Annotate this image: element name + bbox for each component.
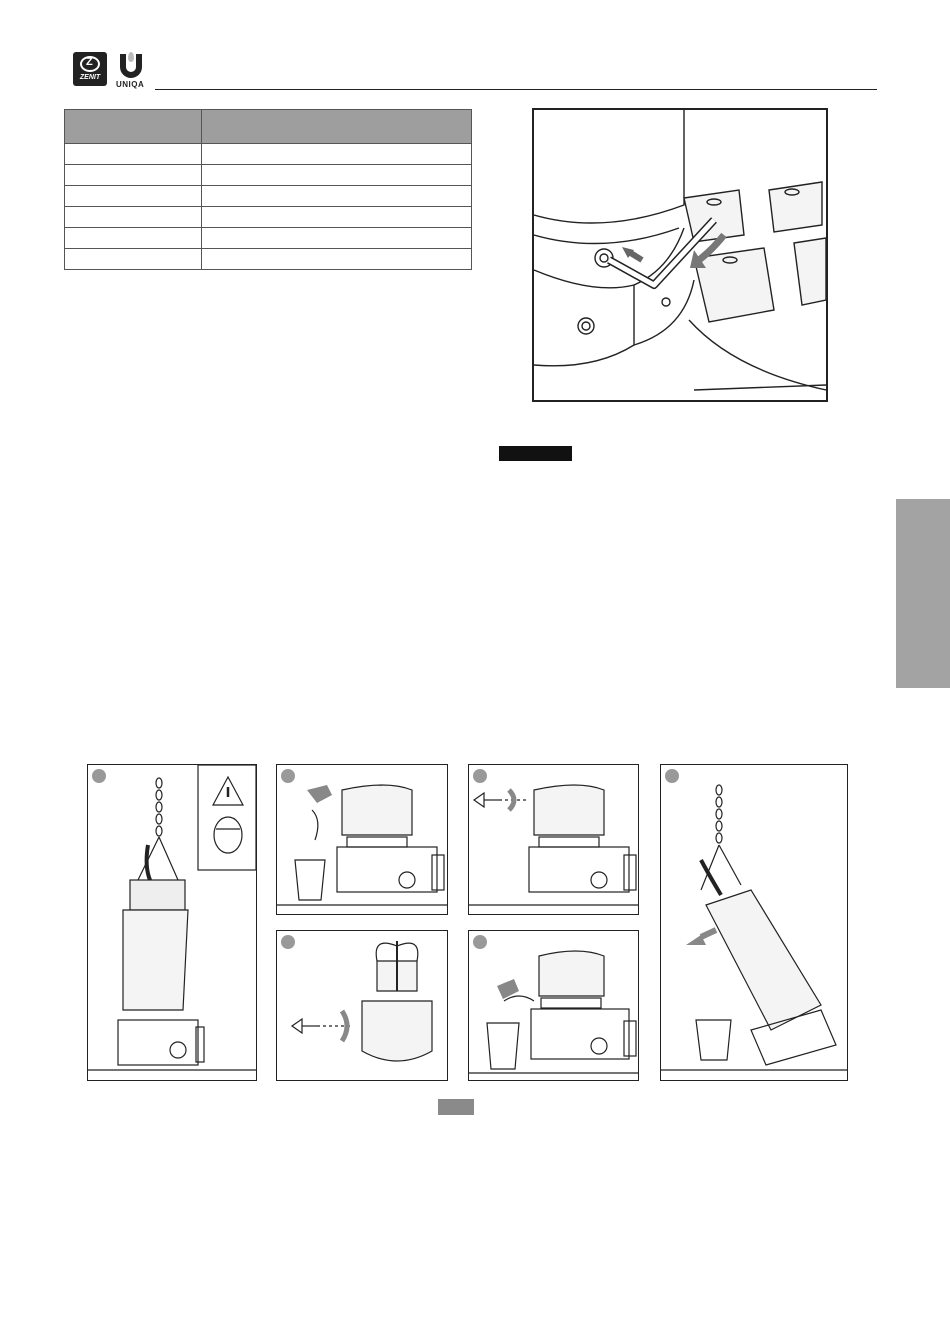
step-panel-6 <box>660 764 848 1081</box>
table-cell <box>65 207 202 228</box>
table-row <box>65 165 472 186</box>
table-row <box>65 186 472 207</box>
uniqa-logo-text: UNIQA <box>116 80 145 89</box>
table-header-cell <box>202 110 472 144</box>
hex-key-drawing-icon <box>534 110 826 400</box>
step-panel-2 <box>276 764 448 915</box>
table-row <box>65 228 472 249</box>
table-row <box>65 144 472 165</box>
table-cell <box>65 186 202 207</box>
table-cell <box>202 165 472 186</box>
zenit-logo <box>73 52 107 86</box>
table-cell <box>65 228 202 249</box>
refill-oil-icon <box>469 931 638 1080</box>
table-header-row <box>65 110 472 144</box>
table-row <box>65 207 472 228</box>
zenit-emblem-icon <box>80 56 100 72</box>
table-header-cell <box>65 110 202 144</box>
table-cell <box>65 165 202 186</box>
unscrew-plug-icon <box>277 931 447 1080</box>
hex-key-illustration <box>532 108 828 402</box>
table-row <box>65 249 472 270</box>
lift-pump-with-chain-icon <box>88 765 256 1080</box>
header-rule <box>155 89 877 90</box>
table-cell <box>202 186 472 207</box>
drain-oil-into-bucket-icon <box>277 765 447 914</box>
table-cell <box>202 228 472 249</box>
tilt-pump-drain-icon <box>661 765 847 1080</box>
table-cell <box>202 144 472 165</box>
spec-table <box>64 109 472 270</box>
table-cell <box>65 144 202 165</box>
table-cell <box>202 207 472 228</box>
unscrew-plug-icon <box>469 765 638 914</box>
section-side-tab <box>896 499 950 688</box>
step-panel-5 <box>468 930 639 1081</box>
figure-label-tag <box>438 1099 474 1115</box>
step-panel-1 <box>87 764 257 1081</box>
zenit-logo-text: ZENIT <box>79 74 101 81</box>
table-cell <box>65 249 202 270</box>
table-cell <box>202 249 472 270</box>
drop-icon <box>128 52 134 62</box>
warning-label-tag <box>499 446 572 461</box>
uniqa-logo <box>116 52 152 92</box>
step-panel-3 <box>468 764 639 915</box>
step-panel-4 <box>276 930 448 1081</box>
